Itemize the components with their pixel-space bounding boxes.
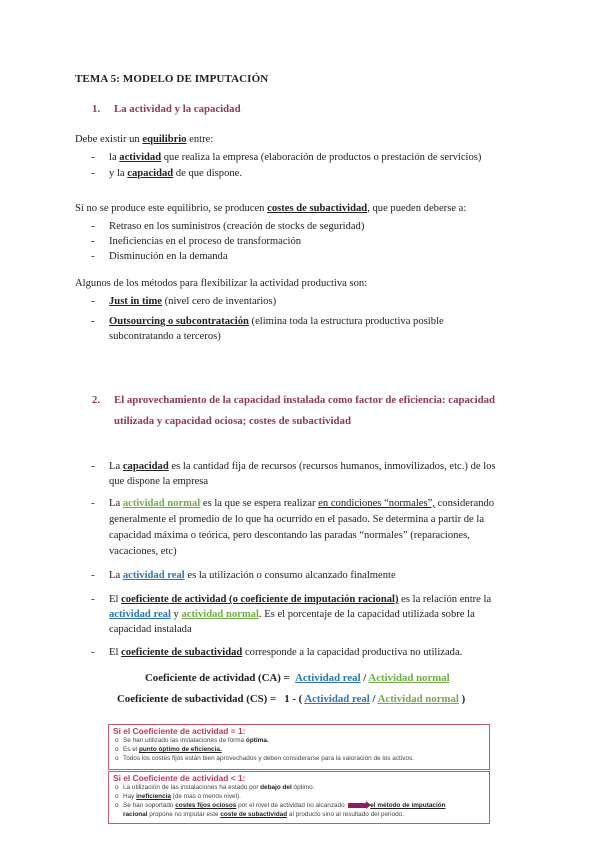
list-item: Ineficiencias en el proceso de transformación (109, 236, 302, 247)
box-header: Si el Coeficiente de actividad < 1: (113, 773, 246, 783)
page-title: TEMA 5: MODELO DE IMPUTACIÓN (75, 73, 269, 85)
list-item-capacidad: La capacidad es la cantidad fija de recursos (recursos humanos, inmovilizados, etc.) de los (109, 461, 496, 472)
note-box-ca-equal-1 (108, 724, 490, 770)
dash: - (91, 152, 95, 163)
section-1-heading (92, 102, 241, 117)
list-item-actividad-real: La actividad real es la utilización o consumo alcanzado finalmente (109, 570, 396, 581)
formula-ca: Coeficiente de actividad (CA) = Actividad real / Actividad normal (145, 672, 450, 684)
box-row: o Es el punto óptimo de eficiencia. (115, 746, 222, 753)
list-item: Outsourcing o subcontratación (elimina toda la estructura productiva posible (109, 316, 444, 327)
box-row: o Hay ineficiencia (de mas o menos nivel). (115, 793, 241, 800)
key-term: equilibrio (142, 134, 187, 145)
list-item: Just in time (nivel cero de inventarios) (109, 296, 277, 307)
note-box-ca-less-1 (108, 771, 490, 824)
dash: - (91, 168, 95, 179)
paragraph-equilibrio: Debe existir un equilibrio entre: (75, 134, 214, 145)
list-item-actividad-normal: La actividad normal es la que se espera realizar en condiciones “normales”, considerando (109, 498, 495, 509)
list-item: Disminución en la demanda (109, 251, 228, 262)
list-item-cont: subcontratando a terceros) (109, 331, 221, 342)
box-row: racional propone no imputar este coste de subactividad al producto sino al resultado del periodo. (123, 811, 405, 818)
formula-cs: Coeficiente de subactividad (CS) = 1 - ( Actividad real / Actividad normal ) (117, 693, 466, 705)
list-item: la actividad que realiza la empresa (elaboración de productos o prestación de servicios) (109, 152, 482, 163)
box-row: o Todos los costes fijos están bien aprovechados y deben considerarse para la valoración de los activos. (115, 755, 414, 762)
section-2-heading-line2: utilizada y capacidad ociosa; costes de subactividad (114, 415, 351, 427)
list-item: Retraso en los suministros (creación de stocks de seguridad) (109, 221, 365, 232)
section-number: 1. (92, 103, 101, 115)
key-term: costes de subactividad (267, 203, 368, 214)
section-label: La actividad y la capacidad (114, 103, 241, 115)
arrow-right-icon (348, 803, 366, 808)
paragraph-metodos: Algunos de los métodos para flexibilizar la actividad productiva son: (75, 278, 368, 289)
list-item-subactividad: El coeficiente de subactividad corresponde a la capacidad productiva no utilizada. (109, 647, 463, 658)
box-row: o Se han soportado costes fijos ociosos por el nivel de actividad no alcanzado el método de imputación (115, 802, 446, 809)
section-2-heading: 2. El aprovechamiento de la capacidad instalada como factor de eficiencia: capacidad (92, 394, 496, 406)
list-item: y la capacidad de que dispone. (109, 168, 243, 179)
box-row: o Se han utilizado las instalaciones de forma óptima. (115, 737, 269, 744)
paragraph-subactividad: Si no se produce este equilibrio, se producen costes de subactividad, que pueden deberse a: (75, 203, 467, 214)
box-row: o La utilización de las instalaciones ha estado por debajo del óptimo. (115, 784, 315, 791)
box-header: Si el Coeficiente de actividad = 1: (113, 726, 246, 736)
list-item-coeficiente: El coeficiente de actividad (o coeficiente de imputación racional) es la relación entre la (109, 594, 492, 605)
